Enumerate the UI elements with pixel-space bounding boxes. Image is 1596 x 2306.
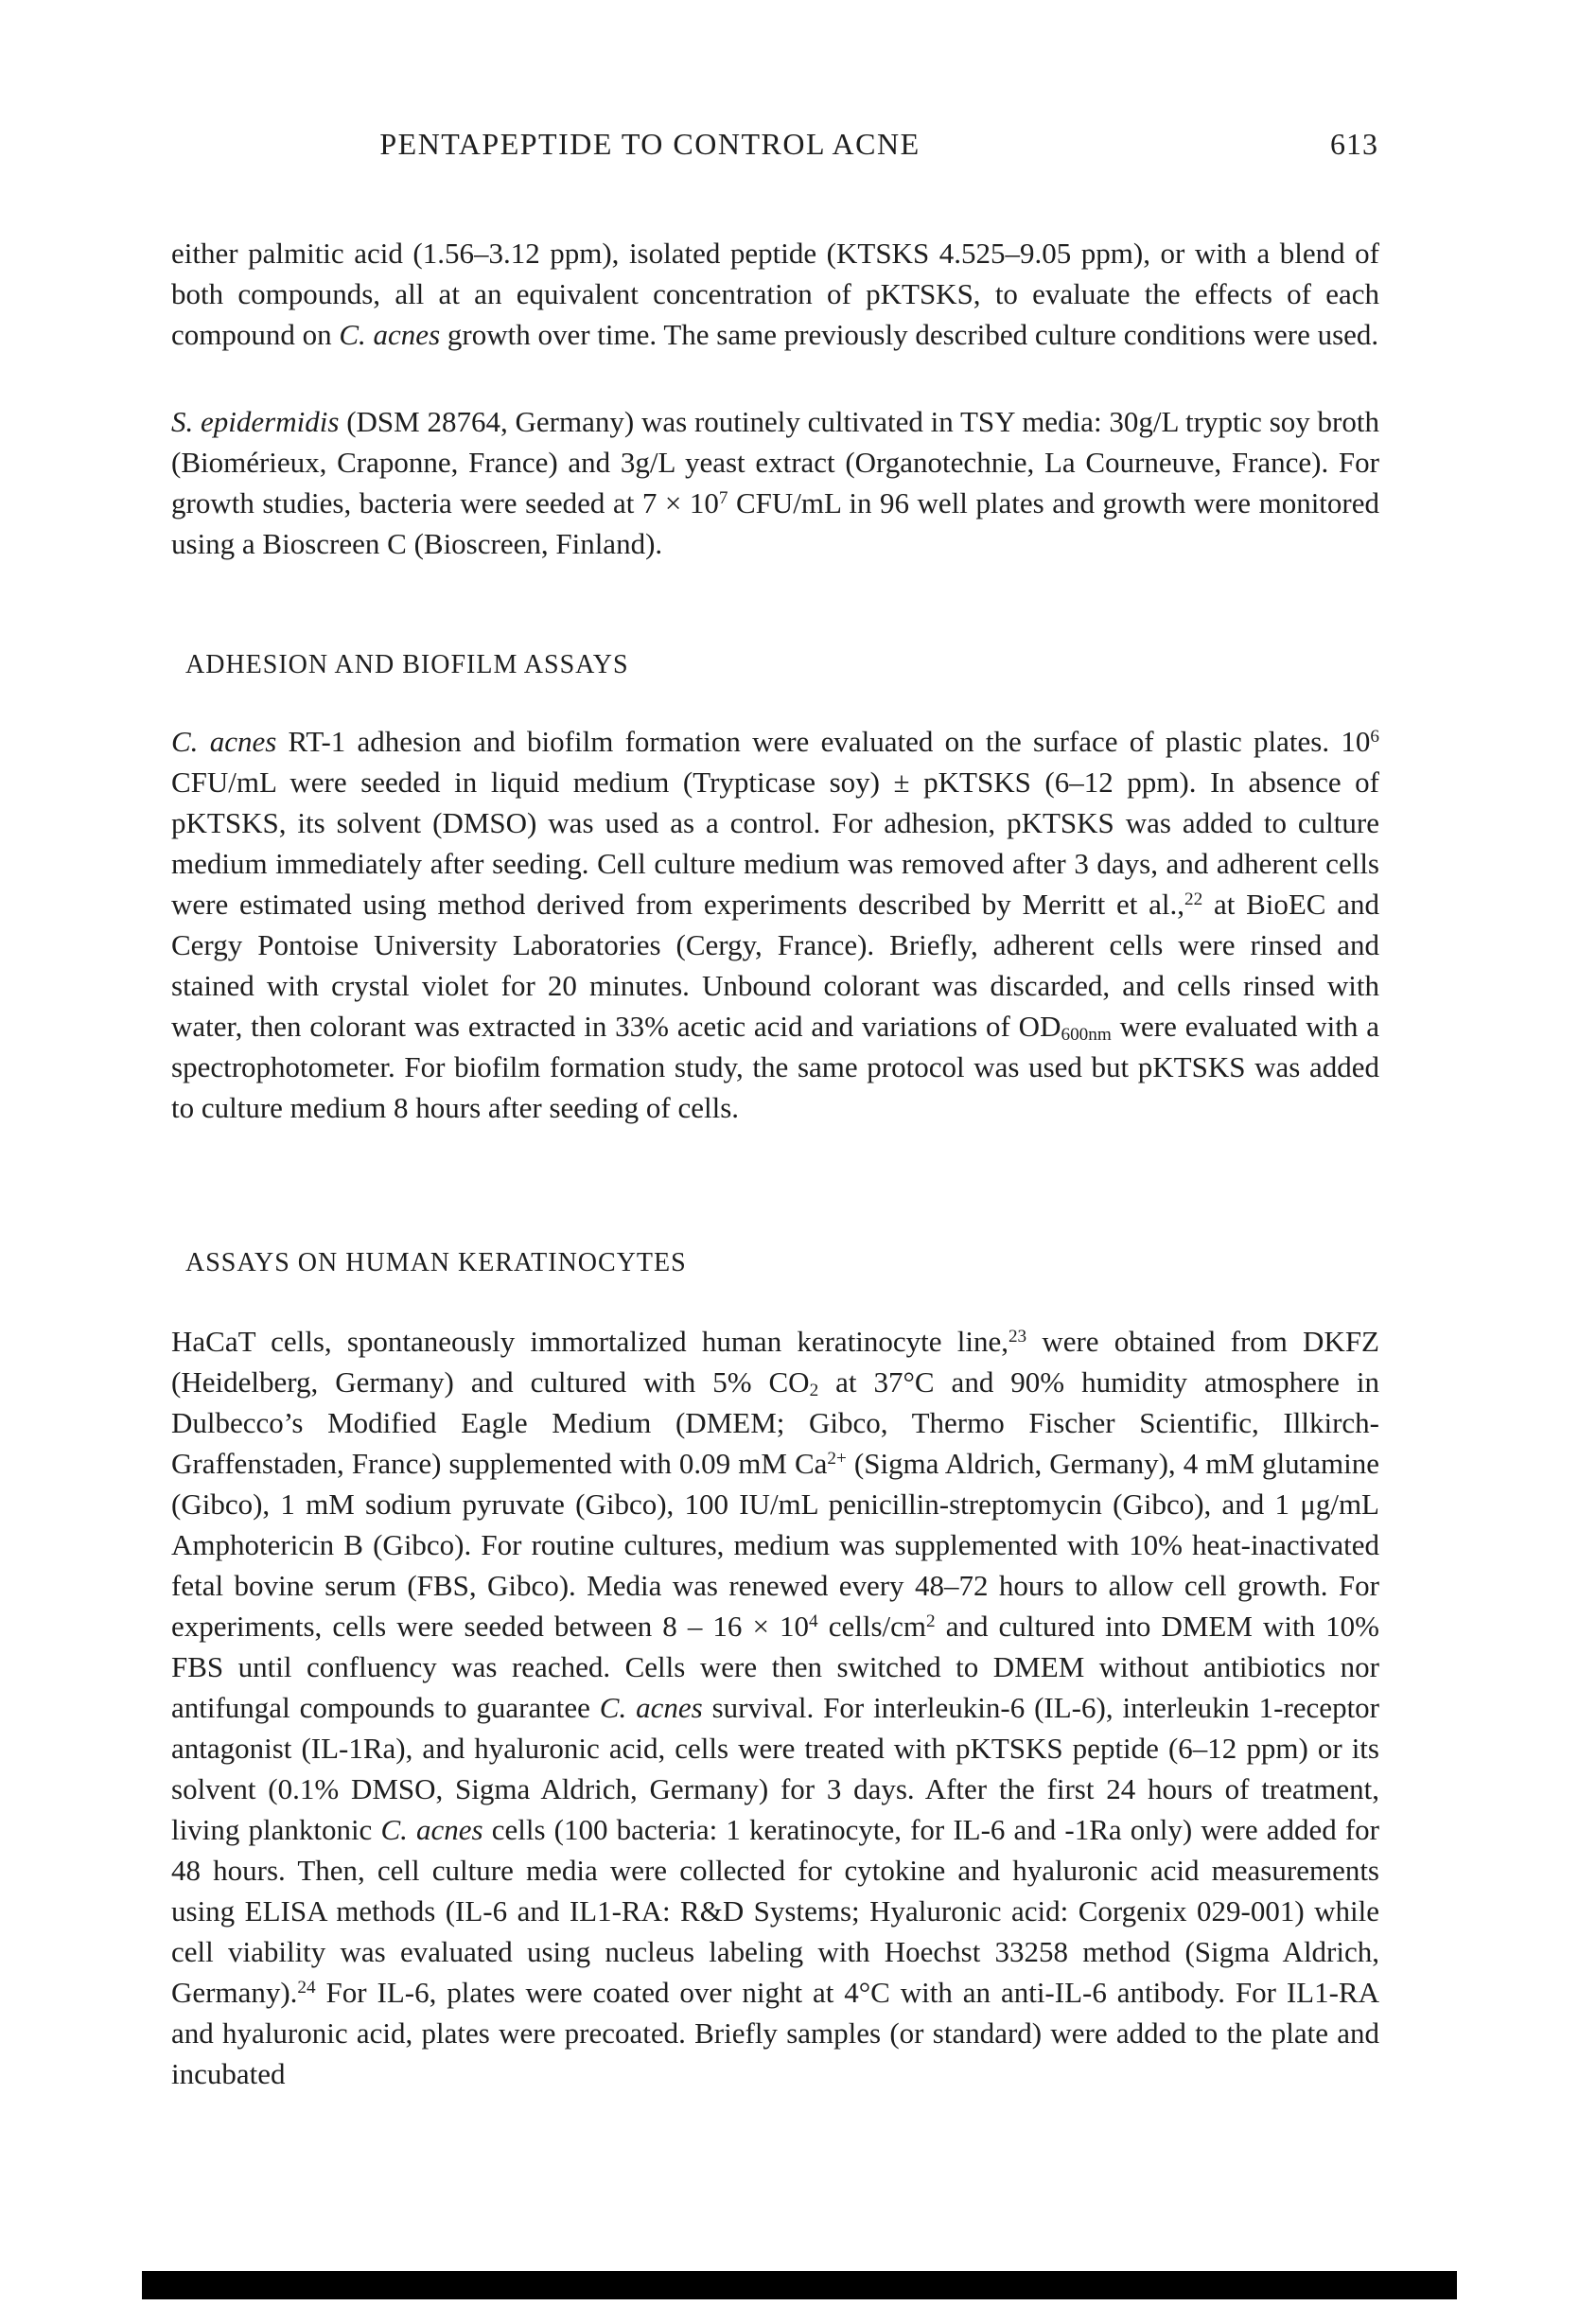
- paragraph-s-epidermidis-culture: S. epidermidis (DSM 28764, Germany) was routinely cultivated in TSY media: 30g/L tryptic soy broth (Biomérieux, Craponne, France) and 3g/L yeast extract (Organotechnie, La Courneuve, France). For growth studies, bacteria were seeded at $7 \times 10^7$ CFU/mL in 96 well plates and growth were monitored using a Bioscreen C (Bioscreen, Finland).: [171, 405, 1380, 560]
- paragraph-adhesion-biofilm-methods: C. acnes RT-1 adhesion and biofilm formation were evaluated on the surface of plastic plates. $10^6$ CFU/mL were seeded in liquid medium (Trypticase soy) ± pKTSKS (6–12 ppm). In absence of pKTSKS, its solvent (DMSO) was used as a control. For adhesion, pKTSKS was added to culture medium immediately after seeding. Cell culture medium was removed after 3 days, and adherent cells were estimated using method derived from experiments described by Merritt et al.,$^{22}$ at BioEC and Cergy Pontoise University Laboratories (Cergy, France). Briefly, adherent cells were rinsed and stained with crystal violet for 20 minutes. Unbound colorant was discarded, and cells rinsed with water, then colorant was extracted in 33% acetic acid and variations of $OD_{600nm}$ were evaluated with a spectrophotometer. For biofilm formation study, the same protocol was used but pKTSKS was added to culture medium 8 hours after seeding of cells.: [171, 725, 1379, 1124]
- running-head-title: PENTAPEPTIDE TO CONTROL ACNE: [379, 127, 921, 161]
- page-number: 613: [1330, 127, 1378, 161]
- scan-artifact-bar: [142, 2271, 1457, 2299]
- section-heading-assays-human-keratinocytes: ASSAYS ON HUMAN KERATINOCYTES: [185, 1248, 687, 1277]
- paragraph-keratinocyte-assay-methods: HaCaT cells, spontaneously immortalized human keratinocyte line,$^{23}$ were obtained from DKFZ (Heidelberg, Germany) and cultured with 5% $CO_2$ at 37°C and 90% humidity atmosphere in Dulbecco’s Modified Eagle Medium (DMEM; Gibco, Thermo Fischer Scientific, Illkirch-Graffenstaden, France) supplemented with 0.09 mM $Ca^{2+}$ (Sigma Aldrich, Germany), 4 mM glutamine (Gibco), 1 mM sodium pyruvate (Gibco), 100 IU/mL penicillin-streptomycin (Gibco), and 1 μg/mL Amphotericin B (Gibco). For routine cultures, medium was supplemented with 10% heat-inactivated fetal bovine serum (FBS, Gibco). Media was renewed every 48–72 hours to allow cell growth. For experiments, cells were seeded between $8 - 16 \times 10^4$ cells/$cm^2$ and cultured into DMEM with 10% FBS until confluency was reached. Cells were then switched to DMEM without antibiotics nor antifungal compounds to guarantee C. acnes survival. For interleukin-6 (IL-6), interleukin 1-receptor antagonist (IL-1Ra), and hyaluronic acid, cells were treated with pKTSKS peptide (6–12 ppm) or its solvent (0.1% DMSO, Sigma Aldrich, Germany) for 3 days. After the first 24 hours of treatment, living planktonic C. acnes cells (100 bacteria: 1 keratinocyte, for IL-6 and -1Ra only) were added for 48 hours. Then, cell culture media were collected for cytokine and hyaluronic acid measurements using ELISA methods (IL-6 and IL1-RA: R&D Systems; Hyaluronic acid: Corgenix 029-001) while cell viability was evaluated using nucleus labeling with Hoechst 33258 method (Sigma Aldrich, Germany).$^{24}$ For IL-6, plates were coated over night at 4°C with an anti-IL-6 antibody. For IL1-RA and hyaluronic acid, plates were precoated. Briefly samples (or standard) were added to the plate and incubated: [171, 1325, 1380, 2090]
- section-heading-adhesion-biofilm-assays: ADHESION AND BIOFILM ASSAYS: [185, 650, 629, 679]
- paragraph-growth-study-continuation: either palmitic acid (1.56–3.12 ppm), isolated peptide (KTSKS 4.525–9.05 ppm), or with a blend of both compounds, all at an equivalent concentration of pKTSKS, to evaluate the effects of each compound on C. acnes growth over time. The same previously described culture conditions were used.: [171, 237, 1379, 351]
